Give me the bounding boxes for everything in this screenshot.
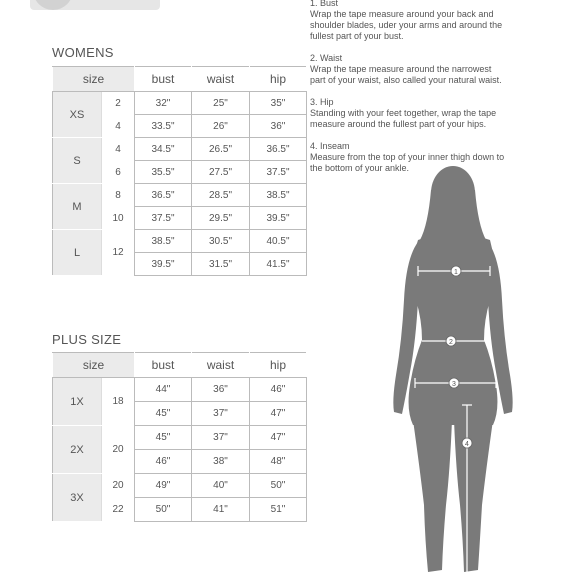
marker-label: 3: [452, 381, 456, 388]
waist-value: 30.5": [192, 230, 250, 253]
waist-value: 28.5": [192, 184, 250, 207]
size-number: 20: [102, 474, 135, 498]
size-number: 22: [102, 498, 135, 522]
hip-value: 38.5": [250, 184, 307, 207]
waist-value: 29.5": [192, 207, 250, 230]
instruction-line: Wrap the tape measure around the narrowest: [310, 64, 492, 74]
hip-value: 39.5": [250, 207, 307, 230]
marker-label: 1: [454, 269, 458, 276]
instruction-line: fullest part of your bust.: [310, 31, 404, 41]
instruction-line: Wrap the tape measure around your back and: [310, 9, 494, 19]
header-size: size: [53, 353, 135, 378]
size-number: 6: [102, 161, 135, 184]
waist-value: 40": [192, 474, 250, 498]
hip-value: 48": [250, 450, 307, 474]
bust-value: 34.5": [135, 138, 192, 161]
hip-value: 47": [250, 402, 307, 426]
waist-value: 37": [192, 402, 250, 426]
header-waist: waist: [192, 67, 250, 92]
size-label: 1X: [53, 378, 102, 426]
size-number: 20: [102, 426, 135, 474]
size-number: 18: [102, 378, 135, 426]
instruction-line: measure around the fullest part of your hips.: [310, 119, 487, 129]
bust-value: 33.5": [135, 115, 192, 138]
size-number: 8: [102, 184, 135, 207]
bust-value: 38.5": [135, 230, 192, 253]
bust-value: 35.5": [135, 161, 192, 184]
bust-value: 44": [135, 378, 192, 402]
hip-value: 41.5": [250, 253, 307, 276]
instruction-line: Standing with your feet together, wrap the tape: [310, 108, 497, 118]
womens-title: WOMENS: [52, 45, 114, 60]
hip-value: 40.5": [250, 230, 307, 253]
marker-label: 2: [449, 339, 453, 346]
instruction-line: the bottom of your ankle.: [310, 163, 410, 173]
waist-value: 25": [192, 92, 250, 115]
instruction-title: 1. Bust: [310, 0, 339, 8]
waist-value: 41": [192, 498, 250, 522]
waist-value: 26.5": [192, 138, 250, 161]
waist-value: 27.5": [192, 161, 250, 184]
bust-value: 37.5": [135, 207, 192, 230]
hip-value: 50": [250, 474, 307, 498]
waist-value: 31.5": [192, 253, 250, 276]
waist-value: 26": [192, 115, 250, 138]
size-number: 4: [102, 138, 135, 161]
size-number: 4: [102, 115, 135, 138]
header-bust: bust: [135, 353, 192, 378]
hip-value: 37.5": [250, 161, 307, 184]
size-number: 12: [102, 230, 135, 276]
bust-value: 46": [135, 450, 192, 474]
instruction-line: shoulder blades, uder your arms and around the: [310, 20, 503, 30]
size-number: 10: [102, 207, 135, 230]
size-label: M: [53, 184, 102, 230]
instruction-title: 3. Hip: [310, 97, 334, 107]
bust-value: 45": [135, 402, 192, 426]
bust-value: 36.5": [135, 184, 192, 207]
hip-value: 36.5": [250, 138, 307, 161]
size-label: XS: [53, 92, 102, 138]
hip-value: 46": [250, 378, 307, 402]
bust-value: 49": [135, 474, 192, 498]
marker-label: 4: [465, 441, 469, 448]
size-number: 2: [102, 92, 135, 115]
waist-value: 37": [192, 426, 250, 450]
header-hip: hip: [250, 67, 307, 92]
waist-value: 38": [192, 450, 250, 474]
header-hip: hip: [250, 353, 307, 378]
hip-value: 35": [250, 92, 307, 115]
bust-value: 45": [135, 426, 192, 450]
hip-value: 36": [250, 115, 307, 138]
size-label: 2X: [53, 426, 102, 474]
hip-value: 47": [250, 426, 307, 450]
instruction-line: Measure from the top of your inner thigh down to: [310, 152, 505, 162]
waist-value: 36": [192, 378, 250, 402]
bust-value: 32": [135, 92, 192, 115]
header-waist: waist: [192, 353, 250, 378]
header-size: size: [53, 67, 135, 92]
header-bust: bust: [135, 67, 192, 92]
bust-value: 39.5": [135, 253, 192, 276]
instruction-title: 2. Waist: [310, 53, 343, 63]
instruction-title: 4. Inseam: [310, 141, 350, 151]
size-label: S: [53, 138, 102, 184]
size-label: 3X: [53, 474, 102, 522]
bust-value: 50": [135, 498, 192, 522]
instruction-line: part of your waist, also called your natural waist.: [310, 75, 502, 85]
body-silhouette: [393, 166, 512, 572]
plus-size-title: PLUS SIZE: [52, 332, 122, 347]
hip-value: 51": [250, 498, 307, 522]
size-label: L: [53, 230, 102, 276]
